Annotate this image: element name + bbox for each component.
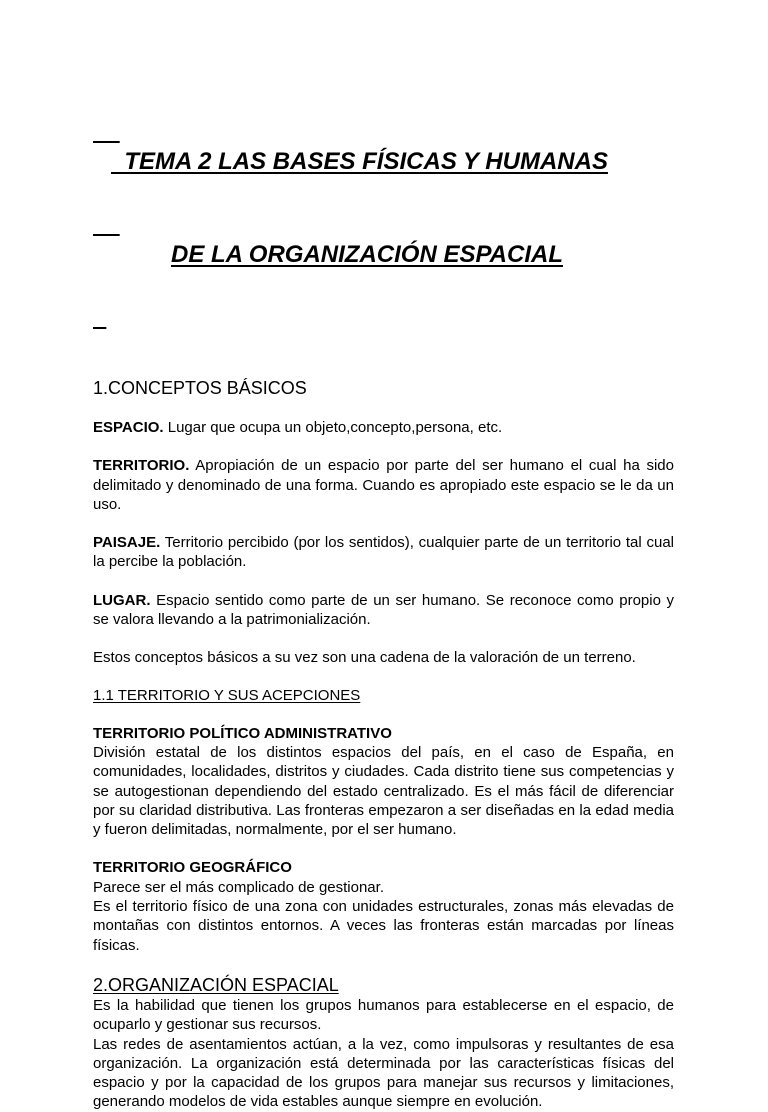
definition-term: PAISAJE.: [93, 534, 161, 552]
section-1-heading: 1.CONCEPTOS BÁSICOS: [93, 378, 307, 398]
document-page: [93, 84, 674, 1112]
political-territory-text: División estatal de los distintos espacios del país, en el caso de España, en comunidades, localidades, distritos y ciudades. Cada distrito tiene sus competencias y se autogestionan dependiendo del estado centralizado. Es el más fácil de diferenciar por su claridad distributiva. Las fronteras empezaron a ser diseñadas en la edad media y fueron delimitadas, normalmente, por el ser humano.: [93, 743, 674, 839]
document-title: [93, 84, 674, 332]
definition-text: Territorio percibido (por los sentidos), cualquier parte de un territorio tal cual la percibe la población.: [93, 534, 674, 571]
section-2-paragraph-1: Es la habilidad que tienen los grupos humanos para establecerse en el espacio, de ocuparlo y gestionar sus recursos.: [93, 996, 674, 1034]
title-line-1: TEMA 2 LAS BASES FÍSICAS Y HUMANAS: [111, 148, 608, 175]
definition-term: TERRITORIO.: [93, 457, 190, 475]
definition-lugar: [93, 591, 674, 630]
section-1-1-heading: 1.1 TERRITORIO Y SUS ACEPCIONES: [93, 686, 361, 704]
definition-territorio: [93, 456, 674, 514]
definition-paisaje: [93, 533, 674, 572]
geographic-territory-line-1: Parece ser el más complicado de gestionar.: [93, 878, 384, 896]
section-1-summary: Estos conceptos básicos a su vez son una cadena de la valoración de un terreno.: [93, 649, 636, 667]
definition-text: Lugar que ocupa un objeto,concepto,persona, etc.: [163, 419, 503, 436]
geographic-territory-line-2: Es el territorio físico de una zona con unidades estructurales, zonas más elevadas de montañas con distintos entornos. A veces las fronteras están marcadas por líneas físicas.: [93, 898, 674, 954]
section-2-heading: 2.ORGANIZACIÓN ESPACIAL: [93, 974, 339, 995]
definition-text: Espacio sentido como parte de un ser humano. Se reconoce como propio y se valora llevando a la patrimonialización.: [93, 591, 674, 629]
definition-term: ESPACIO.: [93, 419, 164, 436]
definition-espacio: [93, 418, 674, 437]
title-line-2: DE LA ORGANIZACIÓN ESPACIAL: [171, 241, 564, 268]
geographic-territory-heading: TERRITORIO GEOGRÁFICO: [93, 859, 292, 877]
political-territory-heading: TERRITORIO POLÍTICO ADMINISTRATIVO: [93, 724, 392, 742]
definition-text: Apropiación de un espacio por parte del ser humano el cual ha sido delimitado y denominado de una forma. Cuando es apropiado este espacio se le da un uso.: [93, 457, 674, 513]
section-2-paragraph-2: Las redes de asentamientos actúan, a la vez, como impulsoras y resultantes de esa organización. La organización está determinada por las características físicas del espacio y por la capacidad de los grupos para manejar sus recursos y limitaciones, generando modelos de vida estables aunque siempre en evolución.: [93, 1035, 674, 1111]
definition-term: LUGAR.: [93, 591, 151, 609]
